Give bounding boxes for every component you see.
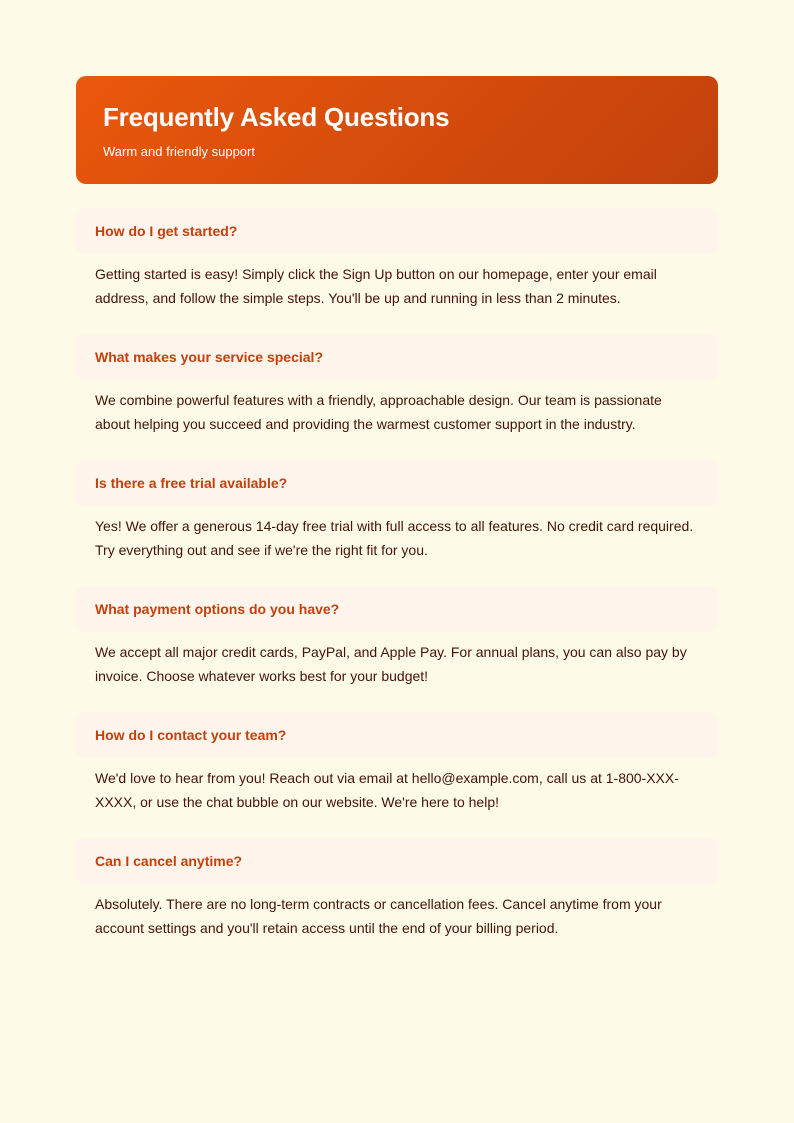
faq-item [76, 334, 718, 436]
faq-item [76, 586, 718, 688]
faq-answer: We'd love to hear from you! Reach out via email at hello@example.com, call us at 1-800-XXX-XXXX, or use the chat bubble on our website. We're here to help! [95, 770, 679, 810]
faq-answer: Yes! We offer a generous 14-day free trial with full access to all features. No credit card required. Try everything out and see if we're the right fit for you. [95, 518, 694, 558]
faq-question-get-started[interactable]: How do I get started? [76, 208, 718, 254]
page-subtitle: Warm and friendly support [103, 144, 255, 159]
page-title: Frequently Asked Questions [103, 102, 450, 132]
faq-question-service-special[interactable]: What makes your service special? [76, 334, 718, 380]
page-header [76, 76, 718, 184]
faq-item [76, 208, 718, 310]
faq-question-free-trial[interactable]: Is there a free trial available? [76, 460, 718, 506]
faq-question-payment-options[interactable]: What payment options do you have? [76, 586, 718, 632]
faq-page [76, 76, 718, 964]
faq-item [76, 712, 718, 814]
faq-answer: Absolutely. There are no long-term contracts or cancellation fees. Cancel anytime from your account settings and you'll retain access until the end of your billing period. [95, 896, 662, 936]
faq-question-cancel-anytime[interactable]: Can I cancel anytime? [76, 838, 718, 884]
faq-answer: We combine powerful features with a friendly, approachable design. Our team is passionate about helping you succeed and providing the warmest customer support in the industry. [95, 392, 662, 432]
faq-answer: Getting started is easy! Simply click the Sign Up button on our homepage, enter your email address, and follow the simple steps. You'll be up and running in less than 2 minutes. [95, 266, 657, 306]
faq-item [76, 460, 718, 562]
faq-question-contact-team[interactable]: How do I contact your team? [76, 712, 718, 758]
faq-answer: We accept all major credit cards, PayPal, and Apple Pay. For annual plans, you can also pay by invoice. Choose whatever works best for your budget! [95, 644, 687, 684]
faq-item [76, 838, 718, 940]
faq-list [76, 208, 718, 940]
